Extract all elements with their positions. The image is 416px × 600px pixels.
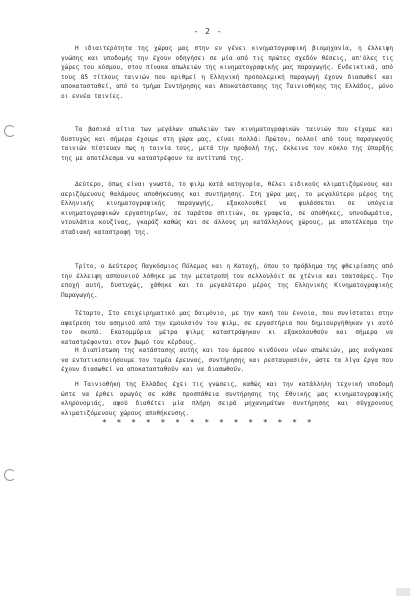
paragraph-findings: Η διαπίστωση της κατάστασης αυτής και του άμεσου κινδύνου νέων απωλειών, μας ανάγκασε να εντατικοποιήσουμε τον τομέα έρευνας, συντήρησης και ρεσταυρασιόν, ώστε τα λίγα έργα που έχουν διασωθεί να αποκατασταθούν και να διασωθούν.: [61, 347, 393, 374]
page-number: - 2 -: [193, 27, 223, 36]
paragraph-archive: Η Ταινιοθήκη της Ελλάδος έχει τις γνώσεις, καθώς και την κατάλληλη τεχνική υποδομή ώστε να έρθει αρωγός σε κάθε προσπάθεια συντήρησης της Εθνικής μας κινηματογραφικής κληρονομιάς, αφού διαθέτει μία πλήρη σειρά μηχανημάτων συντήρησης και σύγχρονους κλιματιζόμενους χώρους αποθήκευσης.: [61, 381, 393, 417]
margin-mark-icon: [4, 125, 16, 137]
paragraph-third-cause: Τρίτο, ο Δεύτερος Παγκόσμιος Πόλεμος και η Κατοχή, όπου το πρόβλημα της φθειρίασης από την έλλειψη ασπουνιού λόθηκε με την μετατροπή του σελλουλόιτ σε χτένια και τσατσάρες. Την εποχή αυτή, δυστυχώς, χάθηκε και το μεγαλύτερο μέρος της Ελληνικής Κινηματογραφικής Παραγωγής.: [61, 263, 393, 299]
margin-mark-icon: [4, 469, 16, 481]
paragraph-fourth-cause: Τέταρτο, Στο επιχειρηματικό μας δαιμόνιο, με την κακή του έννοια, που συνίσταται στην αφαίρεση του ασημιού από την εμουλσιόν του φιλμ, σε εργαστήρια που δημιουργήθηκαν γι αυτό τον σκοπό. Εκατομμύρια μέτρα φιλμς καταστράφηκαν κι εξακολουθούν και σήμερα να καταστρέφονται στον βωμό του κέρδους.: [61, 310, 393, 346]
paragraph-causes: Τα βασικά αίτια των μεγάλων απωλειών των κινηματογραφικών ταινιών που είχαμε και δυστυχώς και σήμερα έχουμε στη χώρα μας, είναι πολλά: Πρώτον, πολλοί από τους παραγωγούς ταινιών πίστευαν πως η ταινία τους, μετά την προβολή της, έκλεινε τον κύκλο της ύπαρξής της με αποτέλεσμα να καταστρέφουν τα αντίτυπά της.: [61, 126, 393, 162]
paragraph-intro: Η ιδιαιτερότητα της χώρας μας στην εν γένει κινηματογραφική βιομηχανία, η έλλειψη γνώσης και υποδομής την έχουν οδηγήσει σε μία από τις πρώτες σχεδόν θέσεις, απ'όλες τις χώρες του κόσμου, στον πίνακα απωλειών της κινηματογραφικής μας παραγωγής. Ενδεικτικά, από τους 85 τίτλους ταινιών που αριθμεί η Ελληνική προπολεμική παραγωγή έχουν διασωθεί και αποκατασταθεί, από το τμήμα Συντήρησης και Αποκατάστασης της Ταινιοθήκης της Ελλάδος, μόνο οι εννέα ταινίες.: [61, 45, 393, 100]
paragraph-second-cause: Δεύτερο, όπως είναι γνωστό, το φιλμ κατά κατηγορία, θέλει ειδικούς κλιματιζόμενους και αεριζόμενους θαλάμους αποθήκευσης και συντήρησης. Στη χώρα μας, το μεγαλύτερο μέρος της Ελληνικής κινηματογραφικής παραγωγής, εξακολουθεί να φυλάσσεται σε υπόγεια κινηματογραφικών εργαστηρίων, σε ταράτσα σπιτιών, σε γραφεία, σε αποθήκες, υπνοδωμάτια, ντουλάπια κουζίνας, γκαράζ καθώς και σε άλλους μη κατάλληλους χώρους, με αποτέλεσμα την σταδιακή καταστροφή της.: [61, 181, 393, 236]
page-corner-mark: [396, 588, 410, 596]
asterisk-divider: * * * * * * * * * * * * * * *: [101, 418, 315, 427]
